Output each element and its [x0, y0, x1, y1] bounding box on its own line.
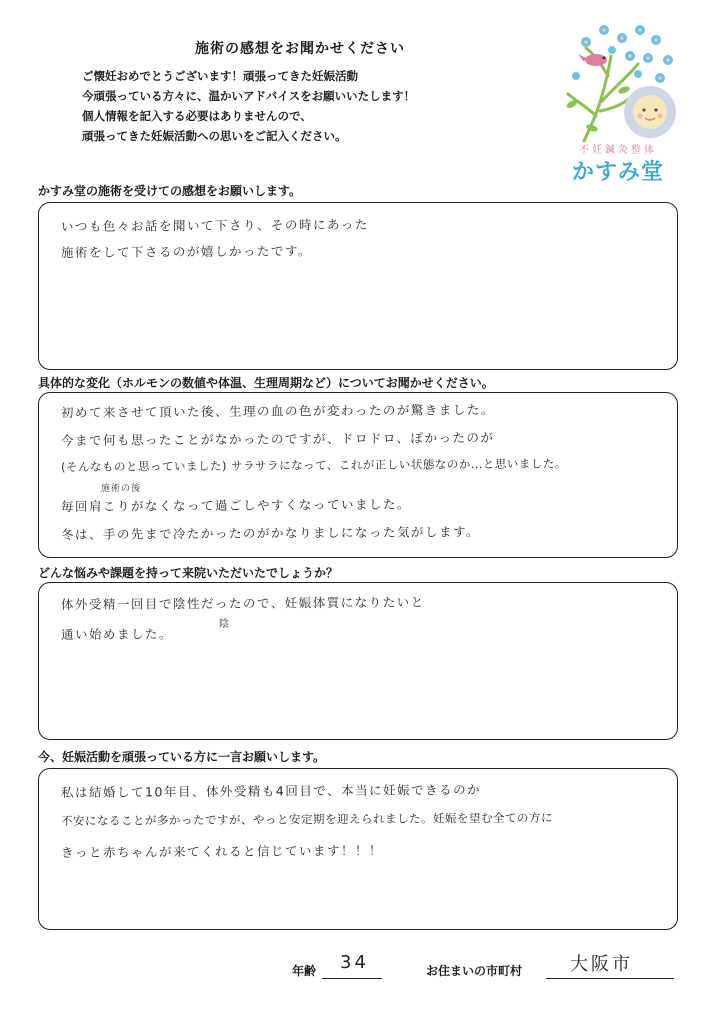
answer-line: いつも色々お話を聞いて下さり、その時にあった — [60, 216, 369, 234]
intro-line: 頑張ってきた妊娠活動への思いをご記入ください。 — [82, 129, 347, 143]
question-4: 今、妊娠活動を頑張っている方に一言お願いします。 — [38, 750, 326, 764]
intro-line: 個人情報を記入する必要はありませんので、 — [82, 109, 312, 123]
logo-name: かすみ堂 — [571, 160, 664, 185]
age-value: 34 — [340, 952, 369, 973]
handwritten-annotation: 施術の後 — [101, 484, 142, 494]
answer-line: 施術をして下さるのが嬉しかったです。 — [60, 243, 313, 260]
answer-box-4 — [38, 768, 678, 930]
question-3: どんな悩みや課題を持って来院いただいたでしょうか？ — [38, 566, 339, 580]
intro-line: 今頑張っている方々に、温かいアドバイスをお願いいたします！ — [82, 89, 416, 103]
city-value: 大阪市 — [570, 954, 633, 975]
question-1: かすみ堂の施術を受けての感想をお願いします。 — [38, 184, 302, 198]
answer-line: 不安になることが多かったですが、やっと安定期を迎えられました。妊娠を望む全ての方に — [60, 810, 554, 828]
age-label: 年齢 — [292, 964, 317, 978]
answer-box-3 — [38, 582, 678, 740]
form-title: 施術の感想をお聞かせください — [195, 41, 405, 57]
handwritten-annotation: 陰 — [219, 619, 230, 630]
answer-line: 今まで何も思ったことがなかったのですが、ドロドロ、ぽかったのが — [60, 429, 495, 448]
answer-line: 冬は、手の先まで冷たかったのがかなりましになった気がします。 — [60, 524, 481, 542]
bird-icon — [578, 54, 607, 66]
baby-icon — [624, 86, 676, 138]
intro-text — [82, 66, 542, 146]
answer-box-2 — [38, 392, 678, 558]
answer-box-1 — [38, 202, 678, 370]
city-field — [546, 950, 674, 979]
answer-line: 体外受精一回目で陰性だったので、妊娠体質になりたいと — [60, 594, 425, 612]
flowers — [572, 25, 673, 83]
city-label: お住まいの市町村 — [426, 964, 523, 978]
answer-line: 通い始めました。 — [60, 626, 174, 642]
question-2: 具体的な変化（ホルモンの数値や体温、生理周期など）についてお聞かせください。 — [38, 376, 494, 390]
intro-line: ご懐妊おめでとうございます！頑張ってきた妊娠活動 — [82, 69, 358, 83]
answer-line: きっと赤ちゃんが来てくれると信じています！！！ — [60, 842, 384, 860]
answer-line: 毎回肩こりがなくなって過ごしやすくなっていました。 — [60, 496, 412, 514]
answer-line: 私は結婚して10年目、体外受精も4回目で、本当に妊娠できるのか — [60, 782, 482, 800]
logo-subtitle: 不妊鍼灸整体 — [579, 145, 657, 156]
answer-line: 初めて来させて頂いた後、生理の血の色が変わったのが驚きました。 — [60, 401, 495, 420]
age-field — [322, 952, 382, 979]
answer-line: (そんなものと思っていました) サラサラになって、これが正しい状態なのか…と思いました。 — [60, 456, 567, 474]
